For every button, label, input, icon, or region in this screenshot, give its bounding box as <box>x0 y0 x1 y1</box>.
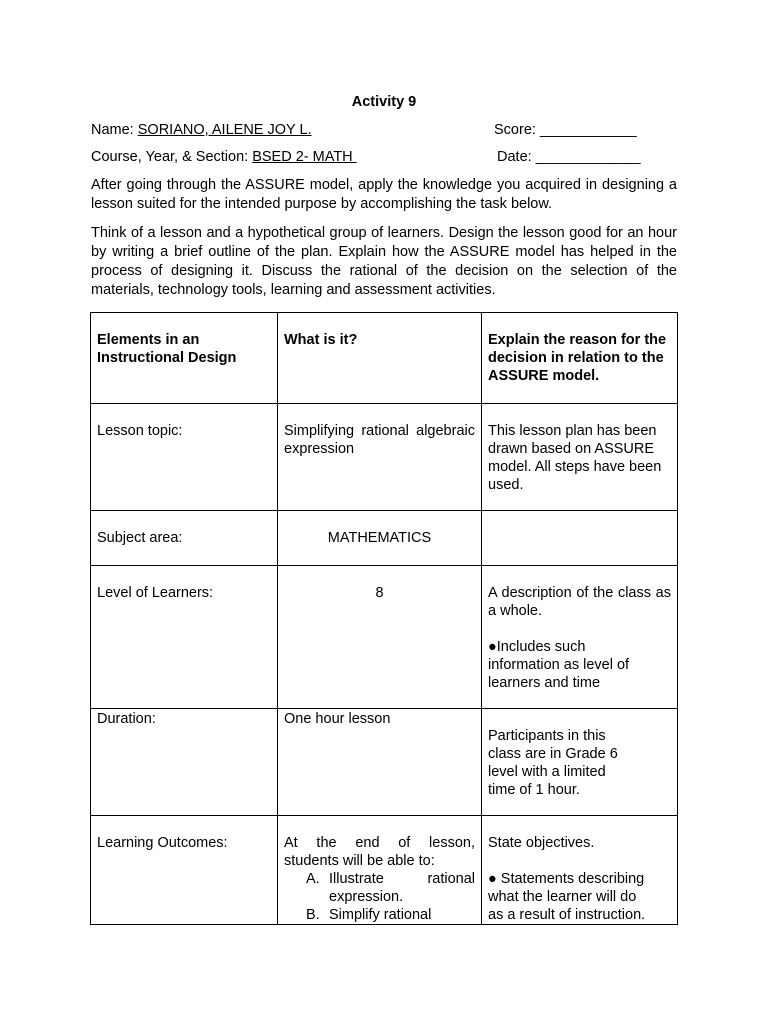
list-text: Illustrate rational expression. <box>329 871 475 905</box>
name-value: SORIANO, AILENE JOY L. <box>137 122 312 138</box>
list-item <box>306 870 475 906</box>
instruction-paragraph-2: Think of a lesson and a hypothetical group of learners. Design the lesson good for an hour by writing a brief outline of the plan. Explain how the ASSURE model has helped in the process of designing it. Discuss the rational of the decision on the selection of the materials, technology tools, learning and assessment activities. <box>91 225 677 298</box>
level-reason <box>482 566 677 692</box>
subject-area-reason <box>482 511 677 529</box>
outcomes-reason-bullet: ● Statements describing what the learner will do as a result of instruction. <box>488 871 646 923</box>
subject-area-label: Subject area: <box>97 530 183 546</box>
course-line <box>91 149 357 165</box>
date-label: Date: <box>497 149 536 165</box>
instruction-paragraph-1: After going through the ASSURE model, apply the knowledge you acquired in designing a lesson suited for the intended purpose by accomplishing the task below. <box>91 177 677 212</box>
outcomes-label: Learning Outcomes: <box>97 835 228 851</box>
list-item <box>306 906 475 924</box>
list-marker: B. <box>306 907 320 923</box>
duration-value: One hour lesson <box>284 711 391 727</box>
level-value: 8 <box>375 585 384 601</box>
course-label: Course, Year, & Section: <box>91 149 253 165</box>
name-line <box>91 122 312 138</box>
outcomes-reason <box>482 816 677 924</box>
table-row <box>91 511 678 566</box>
instructional-design-table <box>90 312 678 925</box>
header-elements: Elements in an Instructional Design <box>97 332 237 366</box>
level-reason-bullet: ●Includes such information as level of learners and time <box>488 639 630 691</box>
subject-area-value: MATHEMATICS <box>327 530 432 546</box>
outcomes-list <box>284 870 475 924</box>
table-row <box>91 566 678 709</box>
duration-reason: Participants in this class are in Grade 6 level with a limited time of 1 hour. <box>488 728 618 798</box>
table-row <box>91 709 678 816</box>
score-label: Score: <box>494 122 540 138</box>
duration-label: Duration: <box>97 711 156 727</box>
header-reason: Explain the reason for the decision in relation to the ASSURE model. <box>488 332 667 384</box>
list-marker: A. <box>306 871 320 887</box>
score-blank: ____________ <box>539 122 637 138</box>
lesson-topic-text: Simplifying rational algebraic expression <box>284 423 475 457</box>
activity-title: Activity 9 <box>351 94 417 110</box>
score-line <box>494 122 637 138</box>
lesson-topic-label: Lesson topic: <box>97 423 183 439</box>
table-row <box>91 816 678 925</box>
table-header-row <box>91 313 678 404</box>
level-reason-description: A description of the class as a whole. <box>488 585 671 619</box>
outcomes-reason-objectives: State objectives. <box>488 835 595 851</box>
date-line <box>497 149 641 165</box>
name-label: Name: <box>91 122 138 138</box>
list-text: Simplify rational <box>329 907 432 923</box>
lesson-topic-reason: This lesson plan has been drawn based on ASSURE model. All steps have been used. <box>488 423 662 493</box>
course-value: BSED 2- MATH <box>252 149 357 165</box>
lesson-topic-value <box>278 404 481 458</box>
outcomes-value <box>278 816 481 924</box>
level-label: Level of Learners: <box>97 585 214 601</box>
outcomes-intro: At the end of lesson, students will be able to: <box>284 835 475 869</box>
header-what: What is it? <box>284 332 358 348</box>
table-row <box>91 404 678 511</box>
date-blank: _____________ <box>535 149 641 165</box>
